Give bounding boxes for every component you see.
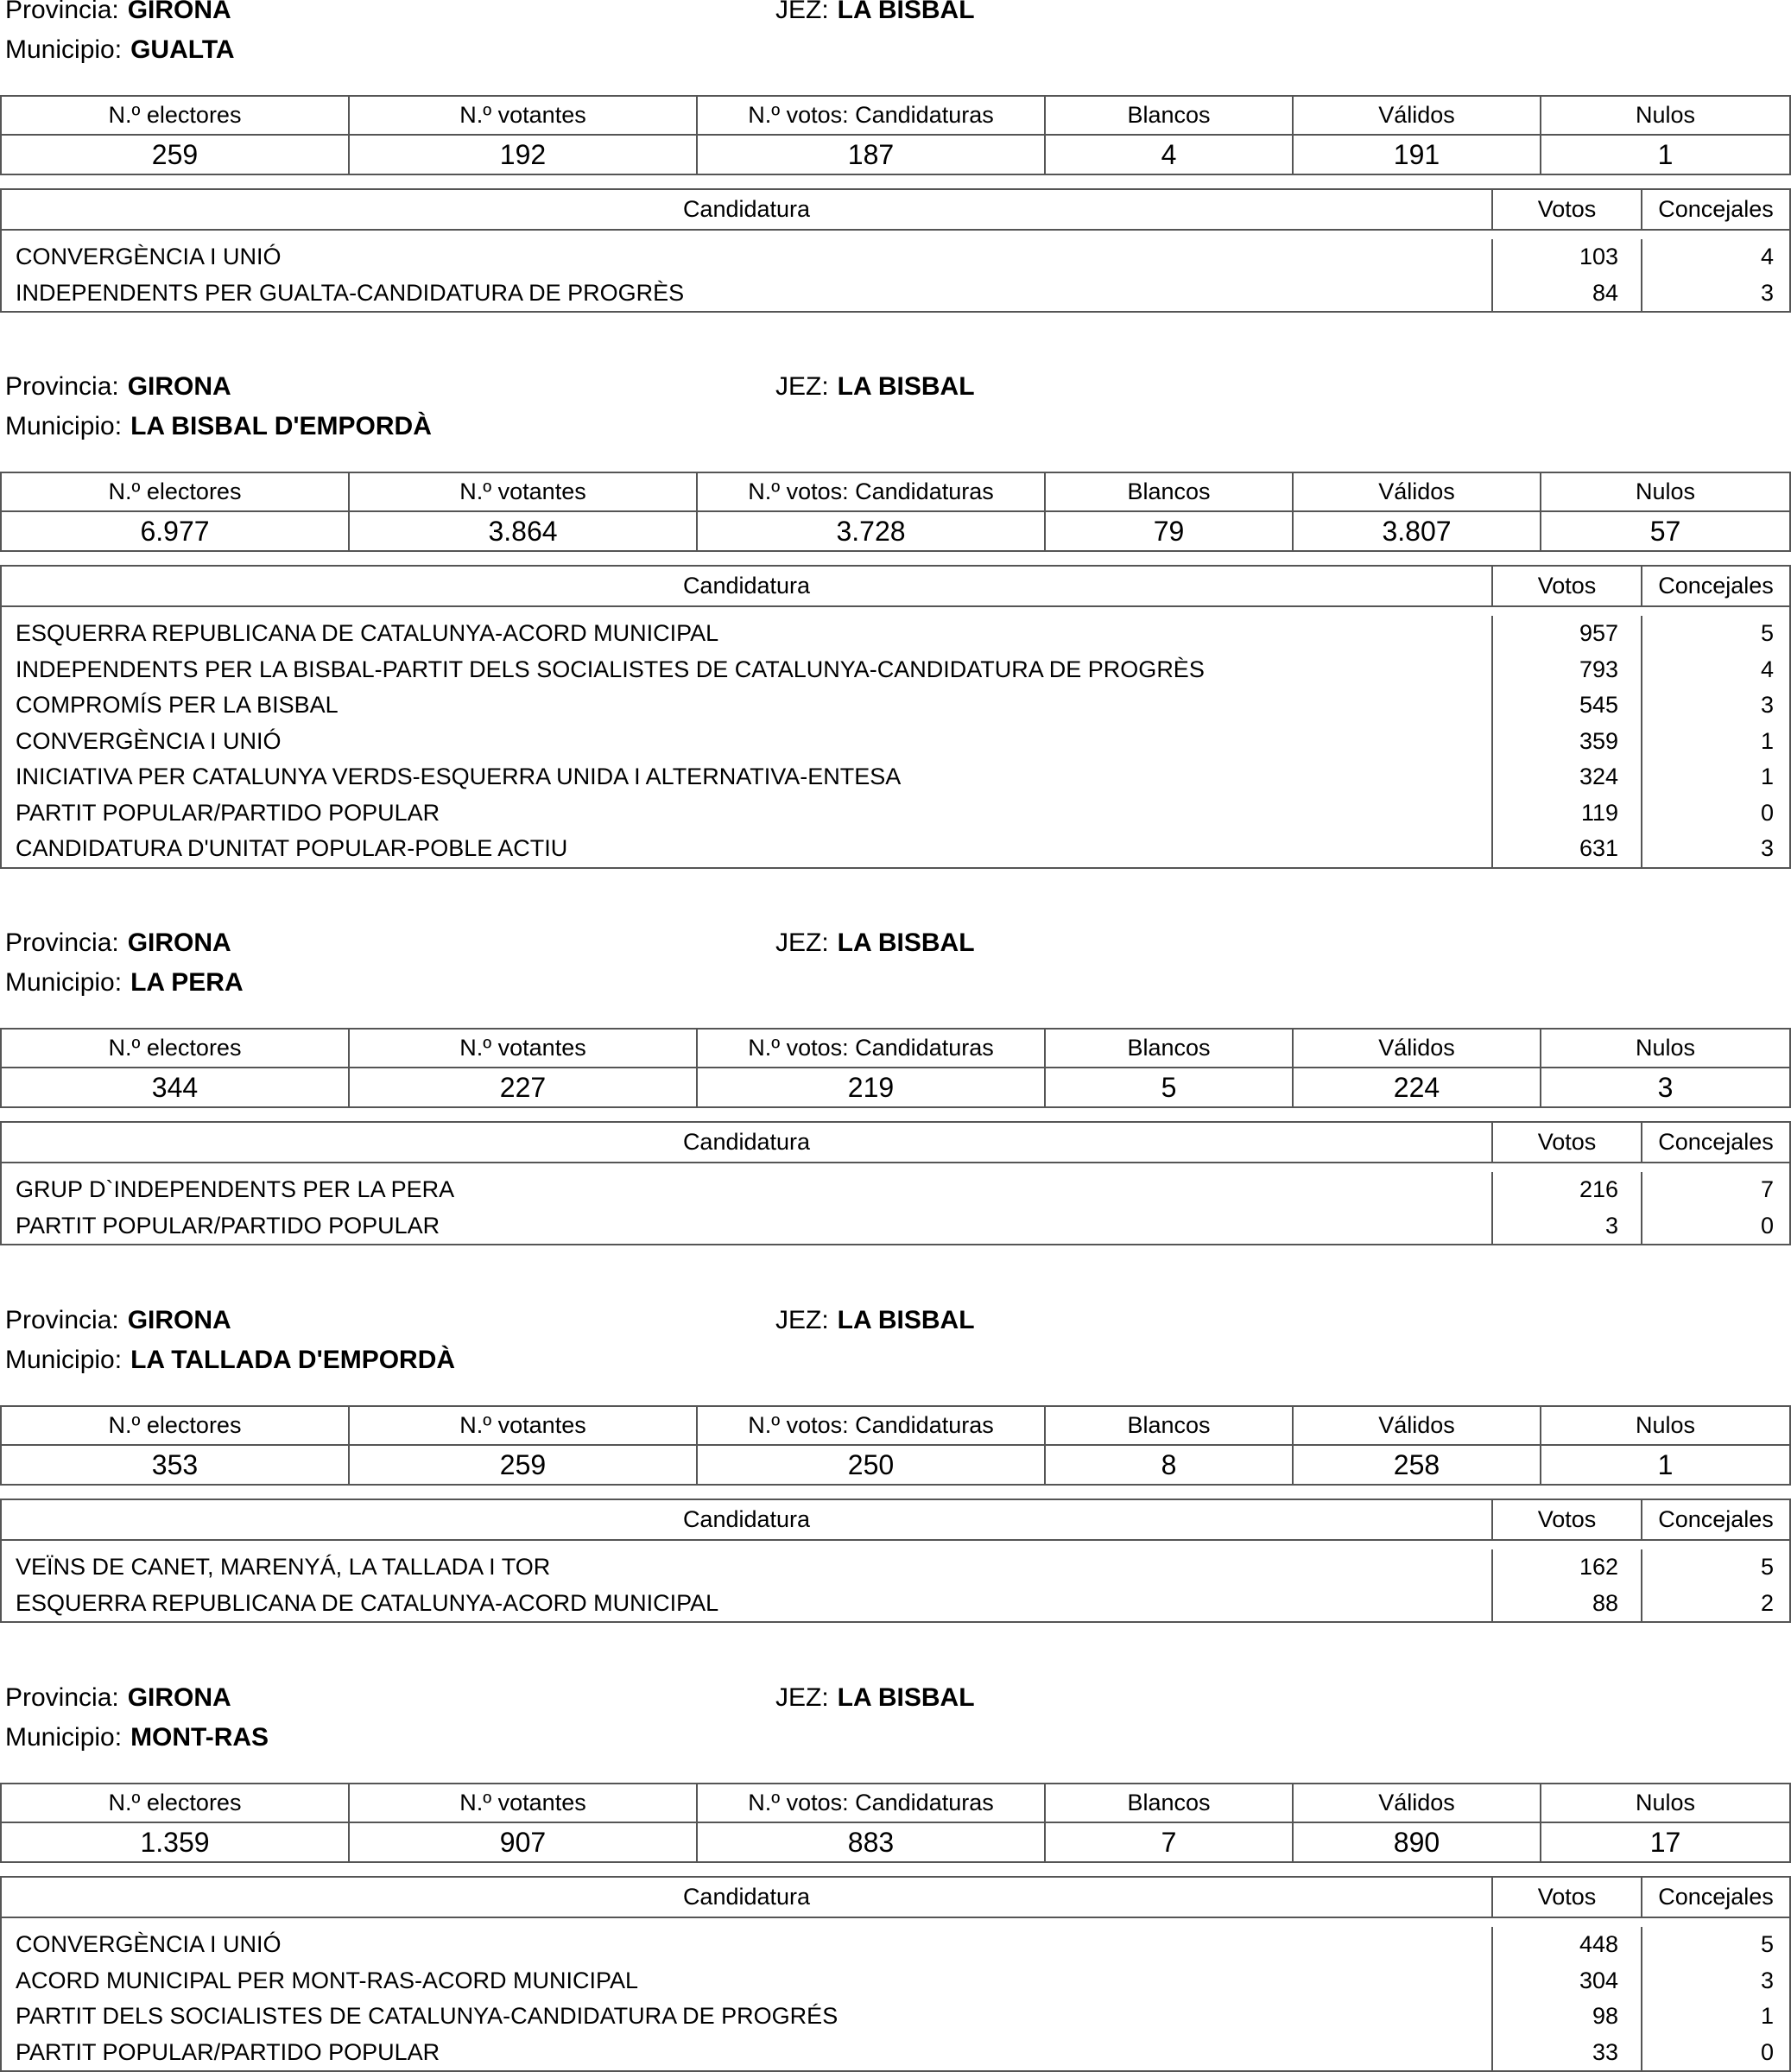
stats-header-votos_candidaturas: N.º votos: Candidaturas	[698, 1030, 1046, 1068]
stats-header-nulos: Nulos	[1541, 473, 1789, 512]
stats-header-nulos: Nulos	[1541, 1030, 1789, 1068]
concejales-column	[1642, 239, 1789, 311]
header-candidatura: Candidatura	[2, 567, 1493, 605]
jez-label: JEZ:	[775, 1306, 829, 1334]
stats-header-validos: Válidos	[1294, 1407, 1541, 1446]
provincia-value: GIRONA	[127, 372, 231, 401]
municipio-line	[5, 1722, 269, 1753]
candidatura-votos: 3	[1604, 1212, 1618, 1239]
stats-value-electores: 344	[2, 1068, 350, 1106]
municipio-value: MONT-RAS	[130, 1723, 269, 1752]
header-votos: Votos	[1493, 1500, 1642, 1539]
municipio-line	[5, 35, 235, 66]
candidatura-name: INICIATIVA PER CATALUNYA VERDS-ESQUERRA UNIDA I ALTERNATIVA-ENTESA	[16, 764, 902, 789]
candidaturas-header	[2, 567, 1789, 607]
concejales-column	[1642, 1549, 1789, 1621]
candidatura-votos: 98	[1592, 2003, 1618, 2029]
jez-line	[775, 0, 975, 26]
provincia-value: GIRONA	[127, 1683, 231, 1712]
jez-value: LA BISBAL	[837, 1683, 975, 1712]
candidaturas-body	[2, 1541, 1789, 1621]
stats-value-votantes: 259	[350, 1446, 698, 1484]
candidatura-names-column	[2, 616, 1493, 867]
stats-header-votantes: N.º votantes	[350, 1784, 698, 1823]
provincia-label: Provincia:	[5, 1683, 119, 1712]
stats-value-electores: 353	[2, 1446, 350, 1484]
header-concejales: Concejales	[1658, 1129, 1774, 1155]
provincia-value: GIRONA	[127, 1306, 231, 1334]
stats-value-votantes: 907	[350, 1823, 698, 1861]
municipio-label: Municipio:	[5, 412, 123, 440]
concejales-column	[1642, 1927, 1789, 2070]
votos-column	[1493, 1927, 1642, 2070]
provincia-line	[5, 1682, 231, 1714]
stats-table	[0, 472, 1791, 552]
header-candidatura: Candidatura	[2, 1878, 1493, 1917]
candidatura-name: PARTIT POPULAR/PARTIDO POPULAR	[16, 799, 440, 826]
candidatura-concejales: 1	[1760, 764, 1774, 789]
candidatura-votos: 324	[1579, 764, 1618, 789]
provincia-value: GIRONA	[127, 0, 231, 24]
stats-header-votos_candidaturas: N.º votos: Candidaturas	[698, 97, 1046, 136]
candidatura-concejales: 4	[1760, 244, 1774, 269]
stats-header-votantes: N.º votantes	[350, 473, 698, 512]
stats-value-votantes: 3.864	[350, 512, 698, 550]
candidatura-votos: 957	[1579, 620, 1618, 646]
votos-column	[1493, 1549, 1642, 1621]
stats-value-validos: 890	[1294, 1823, 1541, 1861]
municipio-label: Municipio:	[5, 968, 123, 997]
header-candidatura: Candidatura	[2, 190, 1493, 229]
stats-value-votantes: 227	[350, 1068, 698, 1106]
candidatura-names-column	[2, 239, 1493, 311]
stats-header-votos_candidaturas: N.º votos: Candidaturas	[698, 1784, 1046, 1823]
candidatura-name: VEÏNS DE CANET, MARENYÁ, LA TALLADA I TOR	[16, 1554, 551, 1580]
jez-value: LA BISBAL	[837, 928, 975, 957]
votos-column	[1493, 616, 1642, 867]
candidaturas-header	[2, 190, 1789, 231]
candidatura-concejales: 0	[1760, 2038, 1774, 2065]
stats-header-blancos: Blancos	[1046, 473, 1294, 512]
stats-value-electores: 259	[2, 136, 350, 174]
header-votos: Votos	[1493, 190, 1642, 229]
stats-value-electores: 6.977	[2, 512, 350, 550]
stats-value-blancos: 4	[1046, 136, 1294, 174]
candidaturas-table	[0, 565, 1791, 869]
stats-value-votos_candidaturas: 219	[698, 1068, 1046, 1106]
jez-value: LA BISBAL	[837, 372, 975, 401]
stats-header-electores: N.º electores	[2, 97, 350, 136]
stats-value-nulos: 1	[1657, 1448, 1674, 1480]
stats-value-nulos: 1	[1657, 138, 1674, 170]
stats-table	[0, 1783, 1791, 1863]
stats-value-blancos: 7	[1046, 1823, 1294, 1861]
jez-label: JEZ:	[775, 0, 829, 24]
candidatura-votos: 119	[1580, 799, 1618, 826]
candidatura-name: CANDIDATURA D'UNITAT POPULAR-POBLE ACTIU	[16, 835, 568, 861]
stats-header-nulos: Nulos	[1541, 97, 1789, 136]
concejales-column	[1642, 1172, 1789, 1244]
candidatura-concejales: 2	[1760, 1589, 1774, 1616]
candidatura-name: INDEPENDENTS PER LA BISBAL-PARTIT DELS SOCIALISTES DE CATALUNYA-CANDIDATURA DE PROGRÈS	[16, 656, 1205, 682]
stats-table	[0, 1405, 1791, 1486]
municipio-label: Municipio:	[5, 1723, 123, 1752]
stats-value-blancos: 5	[1046, 1068, 1294, 1106]
candidatura-votos: 545	[1579, 692, 1618, 718]
jez-value: LA BISBAL	[837, 0, 975, 24]
candidatura-name: ESQUERRA REPUBLICANA DE CATALUNYA-ACORD MUNICIPAL	[16, 620, 719, 646]
stats-value-votos_candidaturas: 883	[698, 1823, 1046, 1861]
provincia-line	[5, 0, 231, 26]
candidatura-votos: 33	[1592, 2038, 1618, 2065]
candidaturas-table	[0, 1499, 1791, 1623]
stats-header-electores: N.º electores	[2, 1784, 350, 1823]
stats-header-votantes: N.º votantes	[350, 1030, 698, 1068]
candidatura-votos: 304	[1579, 1967, 1618, 1993]
candidaturas-header	[2, 1123, 1789, 1163]
provincia-line	[5, 371, 231, 402]
stats-value-electores: 1.359	[2, 1823, 350, 1861]
municipio-line	[5, 411, 432, 442]
jez-line	[775, 371, 975, 402]
stats-header-validos: Válidos	[1294, 97, 1541, 136]
municipio-value: LA TALLADA D'EMPORDÀ	[130, 1346, 456, 1374]
stats-header-blancos: Blancos	[1046, 1784, 1294, 1823]
stats-header-nulos: Nulos	[1541, 1784, 1789, 1823]
stats-value-validos: 224	[1294, 1068, 1541, 1106]
candidatura-votos: 84	[1592, 279, 1618, 306]
stats-value-validos: 191	[1294, 136, 1541, 174]
candidatura-names-column	[2, 1549, 1493, 1621]
jez-label: JEZ:	[775, 928, 829, 957]
municipio-value: LA BISBAL D'EMPORDÀ	[130, 412, 432, 440]
candidaturas-body	[2, 1918, 1789, 2070]
municipio-label: Municipio:	[5, 1346, 123, 1374]
jez-line	[775, 1682, 975, 1714]
candidatura-votos: 448	[1579, 1931, 1618, 1957]
candidatura-names-column	[2, 1927, 1493, 2070]
header-votos: Votos	[1493, 1878, 1642, 1917]
jez-label: JEZ:	[775, 372, 829, 401]
stats-header-electores: N.º electores	[2, 1407, 350, 1446]
stats-header-validos: Válidos	[1294, 473, 1541, 512]
stats-header-blancos: Blancos	[1046, 1030, 1294, 1068]
candidaturas-body	[2, 1163, 1789, 1244]
candidatura-name: ESQUERRA REPUBLICANA DE CATALUNYA-ACORD MUNICIPAL	[16, 1589, 719, 1616]
stats-table	[0, 95, 1791, 175]
candidatura-votos: 359	[1579, 727, 1618, 754]
stats-header-validos: Válidos	[1294, 1030, 1541, 1068]
header-concejales: Concejales	[1658, 196, 1774, 222]
stats-value-votos_candidaturas: 3.728	[698, 512, 1046, 550]
candidatura-votos: 88	[1592, 1589, 1618, 1616]
stats-value-validos: 258	[1294, 1446, 1541, 1484]
stats-value-votos_candidaturas: 187	[698, 136, 1046, 174]
stats-header-votos_candidaturas: N.º votos: Candidaturas	[698, 473, 1046, 512]
candidatura-concejales: 3	[1760, 279, 1774, 306]
candidaturas-body	[2, 607, 1789, 867]
stats-value-validos: 3.807	[1294, 512, 1541, 550]
stats-value-nulos: 17	[1649, 1826, 1681, 1858]
candidatura-concejales: 7	[1760, 1176, 1774, 1202]
candidatura-concejales: 3	[1760, 835, 1774, 861]
votos-column	[1493, 1172, 1642, 1244]
candidatura-concejales: 5	[1760, 620, 1774, 646]
candidatura-concejales: 0	[1760, 1212, 1774, 1239]
stats-value-blancos: 79	[1046, 512, 1294, 550]
candidaturas-table	[0, 1121, 1791, 1245]
candidatura-concejales: 3	[1760, 692, 1774, 718]
municipio-value: LA PERA	[130, 968, 244, 997]
candidatura-votos: 793	[1579, 656, 1618, 682]
header-concejales: Concejales	[1658, 1506, 1774, 1532]
municipio-value: GUALTA	[130, 35, 235, 64]
stats-header-votantes: N.º votantes	[350, 97, 698, 136]
header-votos: Votos	[1493, 567, 1642, 605]
candidatura-name: CONVERGÈNCIA I UNIÓ	[16, 727, 282, 754]
candidaturas-table	[0, 1876, 1791, 2072]
header-candidatura: Candidatura	[2, 1500, 1493, 1539]
stats-value-blancos: 8	[1046, 1446, 1294, 1484]
municipio-line	[5, 1345, 455, 1376]
stats-value-votos_candidaturas: 250	[698, 1446, 1046, 1484]
stats-table	[0, 1028, 1791, 1108]
candidatura-concejales: 1	[1760, 2003, 1774, 2029]
candidatura-concejales: 3	[1760, 1967, 1774, 1993]
provincia-label: Provincia:	[5, 928, 119, 957]
stats-header-validos: Válidos	[1294, 1784, 1541, 1823]
candidatura-name: CONVERGÈNCIA I UNIÓ	[16, 244, 282, 269]
provincia-label: Provincia:	[5, 0, 119, 24]
stats-value-nulos: 3	[1657, 1071, 1674, 1103]
jez-value: LA BISBAL	[837, 1306, 975, 1334]
jez-line	[775, 928, 975, 959]
candidatura-concejales: 0	[1760, 799, 1774, 826]
candidatura-name: COMPROMÍS PER LA BISBAL	[16, 692, 339, 718]
candidaturas-body	[2, 231, 1789, 311]
candidatura-name: PARTIT DELS SOCIALISTES DE CATALUNYA-CANDIDATURA DE PROGRÉS	[16, 2003, 839, 2029]
provincia-label: Provincia:	[5, 372, 119, 401]
header-candidatura: Candidatura	[2, 1123, 1493, 1162]
candidatura-concejales: 5	[1760, 1554, 1774, 1580]
candidatura-name: GRUP D`INDEPENDENTS PER LA PERA	[16, 1176, 455, 1202]
municipio-label: Municipio:	[5, 35, 123, 64]
stats-header-nulos: Nulos	[1541, 1407, 1789, 1446]
header-concejales: Concejales	[1658, 1884, 1774, 1910]
provincia-line	[5, 928, 231, 959]
votos-column	[1493, 239, 1642, 311]
candidatura-votos: 216	[1579, 1176, 1618, 1202]
jez-line	[775, 1305, 975, 1336]
candidatura-names-column	[2, 1172, 1493, 1244]
candidaturas-header	[2, 1878, 1789, 1918]
candidatura-name: ACORD MUNICIPAL PER MONT-RAS-ACORD MUNICIPAL	[16, 1967, 639, 1993]
concejales-column	[1642, 616, 1789, 867]
jez-label: JEZ:	[775, 1683, 829, 1712]
candidatura-name: INDEPENDENTS PER GUALTA-CANDIDATURA DE PROGRÈS	[16, 279, 685, 306]
candidatura-name: PARTIT POPULAR/PARTIDO POPULAR	[16, 2038, 440, 2065]
provincia-label: Provincia:	[5, 1306, 119, 1334]
provincia-line	[5, 1305, 231, 1336]
candidatura-concejales: 1	[1760, 727, 1774, 754]
candidaturas-header	[2, 1500, 1789, 1541]
candidaturas-table	[0, 188, 1791, 313]
header-concejales: Concejales	[1658, 573, 1774, 599]
stats-header-electores: N.º electores	[2, 473, 350, 512]
stats-header-votos_candidaturas: N.º votos: Candidaturas	[698, 1407, 1046, 1446]
candidatura-votos: 631	[1579, 835, 1618, 861]
candidatura-concejales: 5	[1760, 1931, 1774, 1957]
candidatura-votos: 162	[1579, 1554, 1618, 1580]
stats-value-votantes: 192	[350, 136, 698, 174]
stats-header-blancos: Blancos	[1046, 1407, 1294, 1446]
provincia-value: GIRONA	[127, 928, 231, 957]
candidatura-name: PARTIT POPULAR/PARTIDO POPULAR	[16, 1212, 440, 1239]
stats-value-nulos: 57	[1649, 515, 1681, 547]
stats-header-blancos: Blancos	[1046, 97, 1294, 136]
candidatura-concejales: 4	[1760, 656, 1774, 682]
stats-header-votantes: N.º votantes	[350, 1407, 698, 1446]
candidatura-name: CONVERGÈNCIA I UNIÓ	[16, 1931, 282, 1957]
candidatura-votos: 103	[1579, 244, 1618, 269]
stats-header-electores: N.º electores	[2, 1030, 350, 1068]
header-votos: Votos	[1493, 1123, 1642, 1162]
municipio-line	[5, 967, 244, 998]
